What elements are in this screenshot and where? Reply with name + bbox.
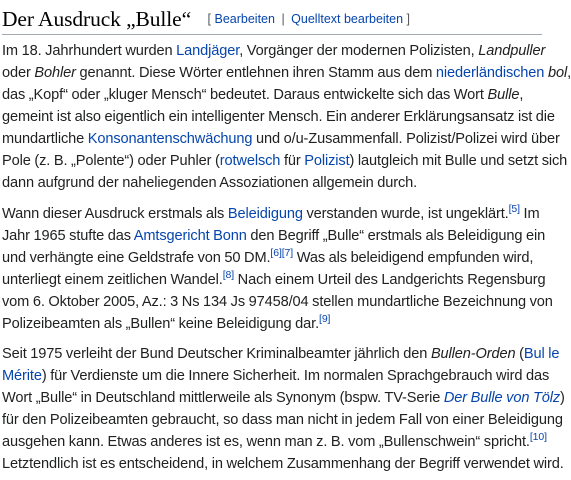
term-bol: bol	[547, 65, 568, 81]
text: Was als beleidigend empfunden wird,	[293, 250, 534, 266]
text-line	[2, 225, 544, 247]
text: Wort „Bulle“ in Deutschland mittlerweile als Synonym (bspw. TV-Serie	[2, 390, 444, 406]
text: , Vorgänger der modernen Polizisten,	[239, 43, 479, 59]
reference-5[interactable]: [5]	[508, 203, 520, 215]
edit-open-bracket: [	[207, 12, 211, 26]
text: ,	[567, 65, 571, 81]
link-beleidigung[interactable]: Beleidigung	[227, 206, 303, 222]
text: Wann dieser Ausdruck erstmals als	[2, 206, 228, 222]
text: Seit 1975 verleiht der Bund Deutscher Kriminalbeamter jährlich den	[2, 346, 431, 362]
text: und verhängte eine Geldstrafe von 50 DM.	[2, 250, 271, 266]
link-niederlaendischen[interactable]: niederländischen	[435, 65, 545, 81]
text-line	[2, 269, 544, 291]
link-polizist[interactable]: Polizist	[304, 153, 350, 169]
text: für den Polizeibeamten gebraucht, so dass man nicht in jedem Fall von einer Beleidigung	[2, 412, 563, 428]
text: und o/u-Zusammenfall. Polizist/Polizei wird über	[252, 131, 560, 147]
edit-close-bracket: ]	[406, 12, 411, 26]
text-line	[2, 128, 560, 150]
text: dann aufgrund der naheliegenden Assoziationen allgemein durch.	[2, 175, 418, 191]
paragraph-origin	[2, 40, 571, 194]
text: Polizeibeamten als „Bullen“ keine Beleidigung dar.	[2, 316, 320, 332]
text-line	[2, 431, 547, 453]
text-line	[2, 313, 544, 335]
text: ) für Verdienste um die Innere Sicherheit. Im normalen Sprachgebrauch wird das	[41, 368, 550, 384]
reference-10[interactable]: [10]	[529, 431, 547, 443]
reference-9[interactable]: [9]	[319, 313, 331, 325]
text: oder	[2, 65, 35, 81]
paragraph-usage	[2, 343, 565, 475]
text: ) lautgleich mit Bulle und setzt sich	[349, 153, 568, 169]
text-line	[2, 172, 544, 194]
term-bullen-orden: Bullen-Orden	[430, 346, 516, 362]
section-title: Der Ausdruck „Bulle“	[2, 7, 192, 31]
text-line	[2, 40, 544, 62]
text: )	[560, 390, 565, 406]
term-bohler: Bohler	[34, 65, 76, 81]
text: mundartliche	[2, 131, 88, 147]
text-line	[2, 453, 564, 475]
text-line	[2, 291, 553, 313]
paragraph-insult	[2, 203, 553, 335]
text-line	[2, 106, 555, 128]
link-bul-le-merite-cont[interactable]: Mérite	[2, 368, 42, 384]
text: genannt. Diese Wörter entlehnen ihren Stamm aus dem	[75, 65, 436, 81]
text: Nach einem Urteil des Landgerichts Regensburg	[234, 272, 546, 288]
text-line	[2, 409, 563, 431]
text: Letztendlich ist es entscheidend, in welchem Zusammenhang der Begriff verwendet wird.	[2, 456, 564, 472]
section-heading	[2, 4, 542, 35]
text-line	[2, 247, 544, 269]
text: für	[280, 153, 305, 169]
text-line	[2, 343, 560, 365]
edit-link[interactable]: Bearbeiten	[214, 12, 275, 26]
text: ausgehen kann. Etwas anderes ist es, wenn man z. B. vom „Bullenschwein“ spricht.	[2, 434, 530, 450]
text: verstanden wurde, ist ungeklärt.	[302, 206, 509, 222]
text: gemeint ist also eigentlich ein intelligenter Mensch. Ein anderer Erklärungsansatz ist die	[2, 109, 555, 125]
text: Im 18. Jahrhundert wurden	[2, 43, 177, 59]
text: Im	[519, 206, 540, 222]
edit-separator: |	[281, 12, 285, 26]
term-bulle: Bulle	[487, 87, 520, 103]
link-konsonantenschwaechung[interactable]: Konsonantenschwächung	[87, 131, 253, 147]
reference-8[interactable]: [8]	[222, 269, 235, 281]
text: ,	[519, 87, 524, 103]
text: unterliegt einem zeitlichen Wandel.	[2, 272, 223, 288]
text: den Begriff „Bulle“ erstmals als Beleidigung ein	[246, 228, 546, 244]
text-line	[2, 387, 565, 409]
reference-7[interactable]: [7]	[281, 247, 294, 259]
link-amtsgericht-bonn[interactable]: Amtsgericht Bonn	[133, 228, 247, 244]
text: das „Kopf“ oder „kluger Mensch“ bedeutet. Daraus entwickelte sich das Wort	[2, 87, 488, 103]
link-der-bulle-von-toelz[interactable]: Der Bulle von Tölz	[443, 390, 561, 406]
text: vom 6. Oktober 2005, Az.: 3 Ns 134 Js 97458/04 stellen mundartliche Bezeichnung von	[2, 294, 553, 310]
text-line	[2, 62, 571, 84]
text: Jahr 1965 stufte das	[2, 228, 134, 244]
text: Pole (z. B. „Polente“) oder Puhler (	[2, 153, 220, 169]
term-landpuller: Landpuller	[478, 43, 546, 59]
text-line	[2, 150, 568, 172]
link-rotwelsch[interactable]: rotwelsch	[219, 153, 281, 169]
edit-source-link[interactable]: Quelltext bearbeiten	[291, 12, 404, 26]
text-line	[2, 84, 544, 106]
text: (	[515, 346, 524, 362]
edit-section-links	[208, 4, 411, 31]
text-line	[2, 203, 544, 225]
link-bul-le-merite[interactable]: Bul le	[523, 346, 560, 362]
text-line	[2, 365, 550, 387]
reference-6[interactable]: [6]	[270, 247, 282, 259]
link-landjaeger[interactable]: Landjäger	[176, 43, 240, 59]
